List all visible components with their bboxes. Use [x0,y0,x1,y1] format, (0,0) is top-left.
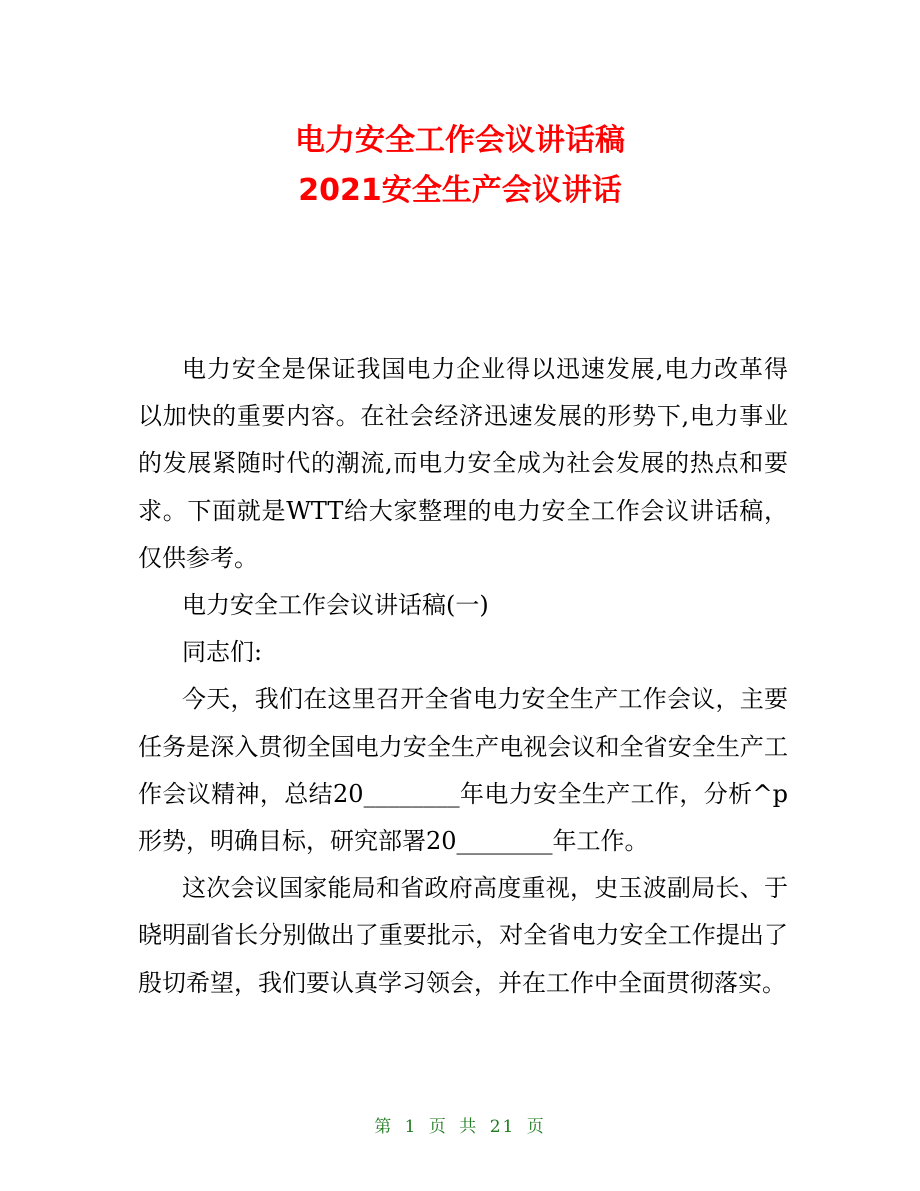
footer-suffix: 页 [526,1117,546,1137]
paragraph-salutation: 同志们: [182,638,263,667]
footer-page-word: 页 [428,1117,448,1137]
paragraph-intro: 电力安全是保证我国电力企业得以迅速发展,电力改革得以加快的重要内容。在社会经济迅速发展的形势下,电力事业的发展紧随时代的潮流,而电力安全成为社会发展的热点和要求。下面就是WTT给大家整理的电力安全工作会议讲话稿，仅供参考。 [138,355,788,572]
paragraph-section-heading: 电力安全工作会议讲话稿(一) [182,591,489,620]
title-line-1: 电力安全工作会议讲话稿 [295,123,625,158]
paragraph-instructions: 这次会议国家能局和省政府高度重视，史玉波副局长、于晓明副省长分别做出了重要批示，对全省电力安全工作提出了殷切希望，我们要认真学习领会，并在工作中全面贯彻落实。 [138,874,788,997]
document-body [138,346,788,1007]
footer-current-page: 1 [404,1117,418,1137]
paragraph-meeting-purpose: 今天，我们在这里召开全省电力安全生产工作会议，主要任务是深入贯彻全国电力安全生产电视会议和全省安全生产工作会议精神，总结20________年电力安全生产工作，分析^p形势，明确目标，研究部署20________年工作。 [138,685,788,856]
title-line-2: 2021安全生产会议讲话 [298,173,622,208]
footer-prefix: 第 [374,1117,394,1137]
footer-total-pages: 21 [489,1117,516,1137]
footer-total-word: 共 [459,1117,479,1137]
page-footer [0,1112,920,1137]
document-title [0,116,920,216]
